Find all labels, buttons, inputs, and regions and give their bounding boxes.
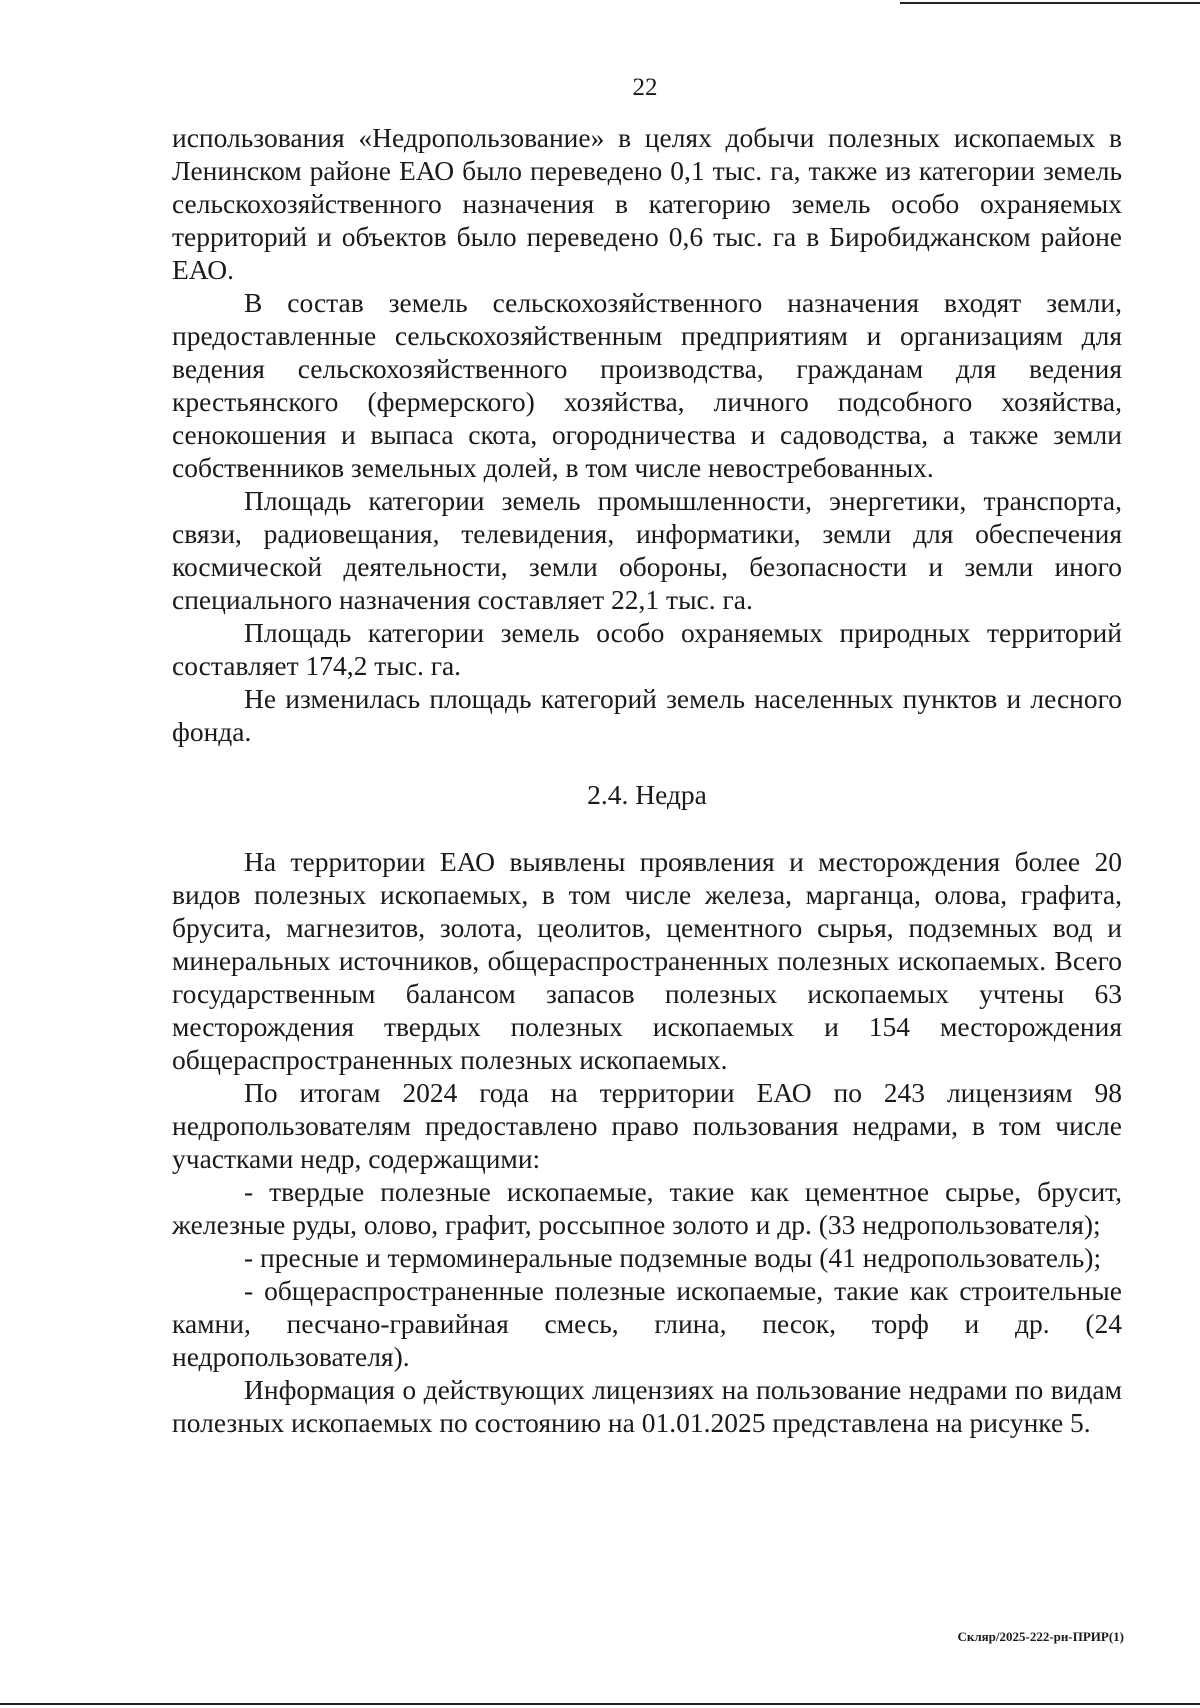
paragraph: Площадь категории земель промышленности, энергетики, транспорта, связи, радиовещания, телевидения, информатики, земли для обеспечения космической деятельности, земли обороны, безопасности и земли иного специального назначения составляет 22,1 тыс. га. [172, 485, 1122, 615]
paragraph: В состав земель сельскохозяйственного назначения входят земли, предоставленные сельскохозяйственным предприятиям и организациям для ведения сельскохозяйственного производства, гражданам для ведения крестьянского (фермерского) хозяйства, личного подсобного хозяйства, сенокошения и выпаса скота, огородничества и садоводства, а также земли собственников земельных долей, в том числе невостребованных. [172, 287, 1122, 483]
paragraph: Не изменилась площадь категорий земель населенных пунктов и лесного фонда. [172, 683, 1122, 747]
text-block-subsoil [172, 845, 1122, 1439]
paragraph: На территории ЕАО выявлены проявления и месторождения более 20 видов полезных ископаемых, в том числе железа, марганца, олова, графита, брусита, магнезитов, золота, цеолитов, цементного сырья, подземных вод и минеральных источников, общераспространенных полезных ископаемых. Всего государственным балансом запасов полезных ископаемых учтены 63 месторождения твердых полезных ископаемых и 154 месторождения общераспространенных полезных ископаемых. [172, 846, 1122, 1075]
paragraph: использования «Недропользование» в целях добычи полезных ископаемых в Ленинском районе ЕАО было переведено 0,1 тыс. га, также из категории земель сельскохозяйственного назначения в категорию земель особо охраняемых территорий и объектов было переведено 0,6 тыс. га в Биробиджанском районе ЕАО. [172, 122, 1122, 285]
scan-edge-bottom [0, 1703, 1200, 1705]
scan-edge-top [900, 2, 1200, 4]
paragraph: По итогам 2024 года на территории ЕАО по 243 лицензиям 98 недропользователям предоставлено право пользования недрами, в том числе участками недр, содержащими: [172, 1077, 1122, 1174]
paragraph: Площадь категории земель особо охраняемых природных территорий составляет 174,2 тыс. га. [172, 617, 1122, 681]
page-number: 22 [632, 74, 658, 101]
document-code: Скляр/2025-222-рн-ПРИР(1) [957, 1629, 1124, 1644]
section-heading: 2.4. Недра [587, 779, 707, 810]
list-item: - общераспространенные полезные ископаемые, такие как строительные камни, песчано-гравийная смесь, глина, песок, торф и др. (24 недропользователя). [172, 1275, 1122, 1372]
list-item: - пресные и термоминеральные подземные воды (41 недропользователь); [244, 1242, 1102, 1273]
text-block-land-categories [172, 121, 1122, 748]
paragraph: Информация о действующих лицензиях на пользование недрами по видам полезных ископаемых по состоянию на 01.01.2025 представлена на рисунке 5. [172, 1374, 1122, 1438]
list-item: - твердые полезные ископаемые, такие как цементное сырье, брусит, железные руды, олово, графит, россыпное золото и др. (33 недропользователя); [172, 1176, 1122, 1240]
